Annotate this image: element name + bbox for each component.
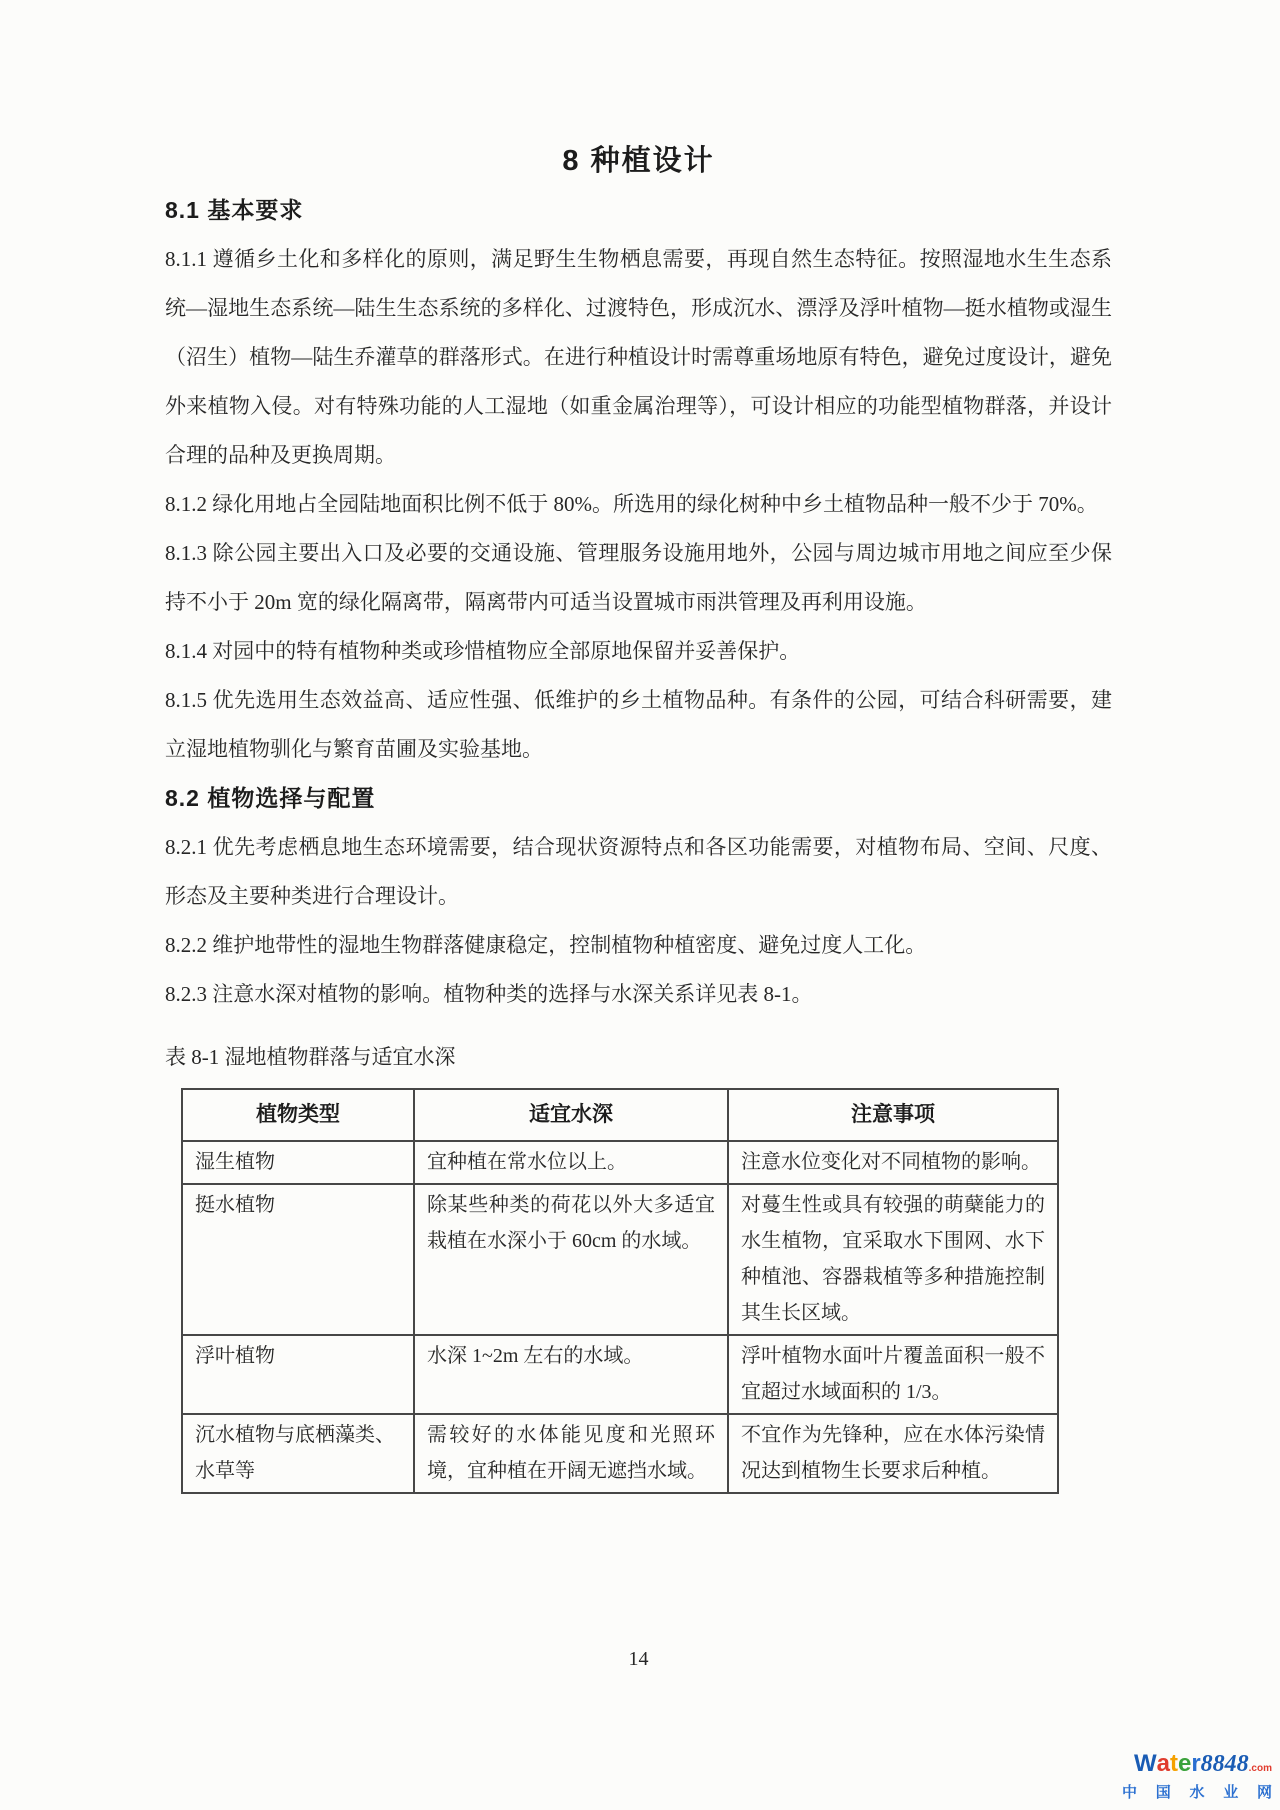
brand-letter: r [1191,1750,1201,1777]
table-cell: 湿生植物 [182,1141,414,1184]
brand-letter: e [1177,1750,1192,1777]
subtitle-char: 网 [1256,1784,1272,1801]
subtitle-char: 水 [1189,1784,1205,1801]
table-caption: 表 8-1 湿地植物群落与适宜水深 [165,1045,456,1069]
table-row [182,1414,1058,1493]
table-cell: 除某些种类的荷花以外大多适宜栽植在水深小于 60cm 的水域。 [414,1184,728,1335]
table-cell: 挺水植物 [182,1184,414,1335]
brand-number: 8848 [1200,1751,1249,1777]
paragraph: 8.1.2 绿化用地占全园陆地面积比例不低于 80%。所选用的绿化树种中乡土植物品种一般不少于 70%。 [165,492,1098,516]
table-row [182,1141,1058,1184]
table-header-cell: 植物类型 [182,1089,414,1141]
brand-tld: .com [1248,1763,1272,1774]
table-cell: 水深 1~2m 左右的水域。 [414,1335,728,1414]
sections-container [165,186,1112,1019]
watermark-subtitle [1122,1783,1272,1803]
brand-letter: W [1133,1750,1157,1777]
paragraph: 8.1.1 遵循乡土化和多样化的原则，满足野生生物栖息需要，再现自然生态特征。按照湿地水生生态系统—湿地生态系统—陆生生态系统的多样化、过渡特色，形成沉水、漂浮及浮叶植物—挺水植物或湿生（沼生）植物—陆生乔灌草的群落形式。在进行种植设计时需尊重场地原有特色，避免过度设计，避免外来植物入侵。对有特殊功能的人工湿地（如重金属治理等），可设计相应的功能型植物群落，并设计合理的品种及更换周期。 [165,247,1112,467]
wetland-plant-depth-table [181,1088,1059,1494]
table-header-cell: 注意事项 [728,1089,1058,1141]
table-cell: 浮叶植物水面叶片覆盖面积一般不宜超过水域面积的 1/3。 [728,1335,1058,1414]
paragraph: 8.1.3 除公园主要出入口及必要的交通设施、管理服务设施用地外，公园与周边城市用地之间应至少保持不小于 20m 宽的绿化隔离带，隔离带内可适当设置城市雨洪管理及再利用设施。 [165,541,1112,614]
table-cell: 不宜作为先锋种，应在水体污染情况达到植物生长要求后种植。 [728,1414,1058,1493]
table-cell: 宜种植在常水位以上。 [414,1141,728,1184]
water8848-wordmark [1122,1750,1272,1782]
table-cell: 浮叶植物 [182,1335,414,1414]
page-title: 8 种植设计 [562,145,715,177]
page-number: 14 [628,1648,649,1670]
subtitle-char: 中 [1122,1784,1138,1801]
table-cell: 注意水位变化对不同植物的影响。 [728,1141,1058,1184]
water-colored-letters [1134,1750,1201,1777]
subtitle-char: 业 [1223,1784,1239,1801]
table-header-cell: 适宜水深 [414,1089,728,1141]
paragraph: 8.1.4 对园中的特有植物种类或珍惜植物应全部原地保留并妥善保护。 [165,639,801,663]
table-row [182,1184,1058,1335]
brand-letter: a [1156,1750,1170,1777]
paragraph: 8.1.5 优先选用生态效益高、适应性强、低维护的乡土植物品种。有条件的公园，可结合科研需要，建立湿地植物驯化与繁育苗圃及实验基地。 [165,688,1112,761]
paragraph: 8.2.2 维护地带性的湿地生物群落健康稳定，控制植物种植密度、避免过度人工化。 [165,933,927,957]
brand-letter: t [1169,1750,1178,1777]
section-heading: 8.2 植物选择与配置 [165,785,376,811]
table-row [182,1335,1058,1414]
paragraph: 8.2.3 注意水深对植物的影响。植物种类的选择与水深关系详见表 8-1。 [165,982,813,1006]
page-content [165,136,1112,1494]
table-cell: 对蔓生性或具有较强的萌蘖能力的水生植物，宜采取水下围网、水下种植池、容器栽植等多种措施控制其生长区域。 [728,1184,1058,1335]
section-heading: 8.1 基本要求 [165,197,304,223]
subtitle-char: 国 [1155,1784,1171,1801]
table-header-row [182,1089,1058,1141]
table-cell: 沉水植物与底栖藻类、水草等 [182,1414,414,1493]
table-cell: 需较好的水体能见度和光照环境，宜种植在开阔无遮挡水域。 [414,1414,728,1493]
water8848-logo [1122,1750,1272,1803]
paragraph: 8.2.1 优先考虑栖息地生态环境需要，结合现状资源特点和各区功能需要，对植物布局、空间、尺度、形态及主要种类进行合理设计。 [165,835,1112,908]
